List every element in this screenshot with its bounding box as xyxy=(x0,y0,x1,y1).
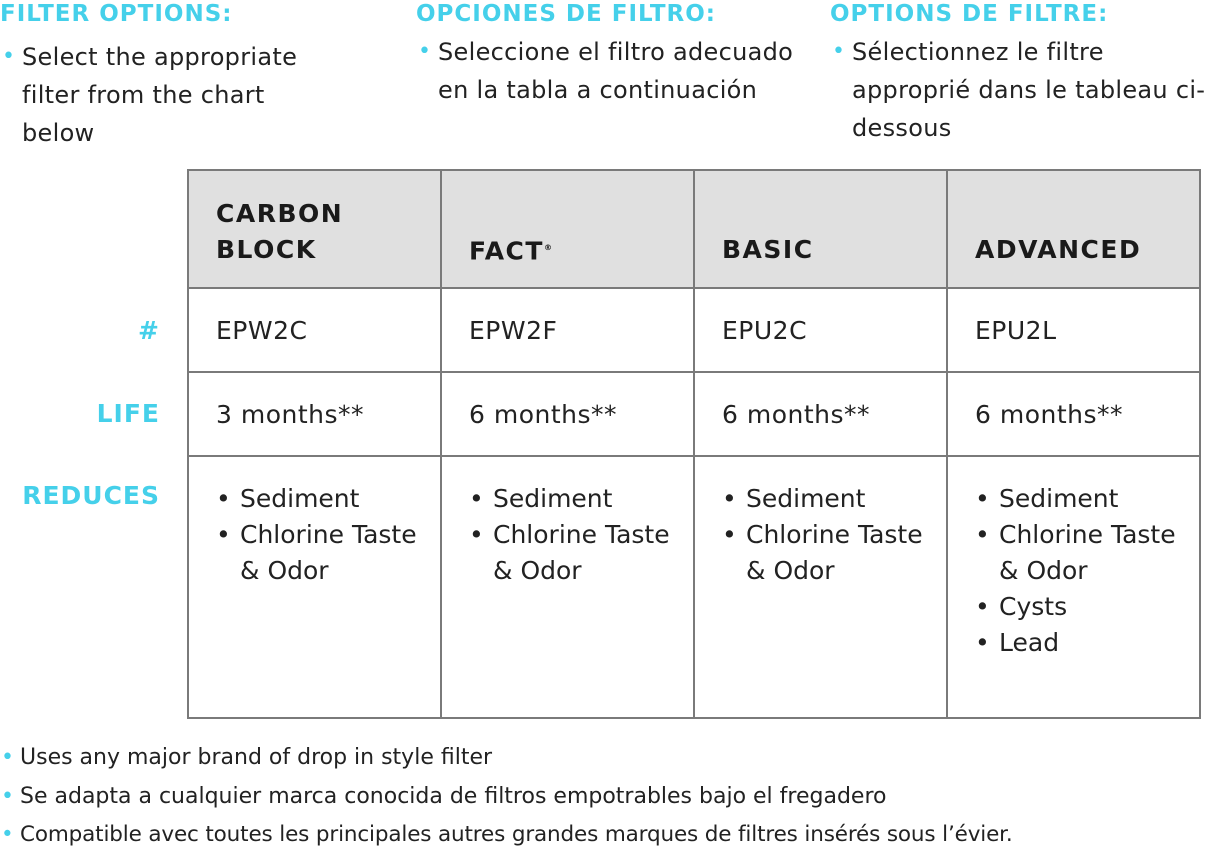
intro-item-french xyxy=(830,33,1210,147)
model-cell: EPU2L xyxy=(947,288,1200,372)
column-heading-basic xyxy=(694,170,947,288)
note-text-spanish: Se adapta a cualquier marca conocida de filtros empotrables bajo el fregadero xyxy=(20,783,887,809)
bullet-icon: • xyxy=(2,44,16,69)
note-english xyxy=(0,739,1210,778)
bullet-icon: • xyxy=(418,39,432,64)
compatibility-notes xyxy=(0,739,1210,855)
row-label-life: LIFE xyxy=(96,399,160,428)
model-cell: EPU2C xyxy=(694,288,947,372)
note-text-french: Compatible avec toutes les principales autres grandes marques de filtres insérés sous l’évier. xyxy=(20,822,1013,847)
table-row-reduces xyxy=(188,456,1200,718)
intro-heading-spanish: OPCIONES DE FILTRO: xyxy=(416,1,717,27)
bullet-icon: • xyxy=(1,783,14,809)
reduces-list xyxy=(722,481,946,589)
reduces-list xyxy=(469,481,693,589)
model-cell: EPW2C xyxy=(188,288,441,372)
list-item: • Sediment xyxy=(216,481,440,517)
reduces-cell xyxy=(441,456,694,718)
note-spanish xyxy=(0,778,1210,817)
list-item: • Sediment xyxy=(975,481,1199,517)
column-heading-carbon-block xyxy=(188,170,441,288)
life-cell: 3 months** xyxy=(188,372,441,456)
row-label-model-number: # xyxy=(138,316,160,345)
intro-item-english xyxy=(0,38,345,152)
reduces-cell xyxy=(947,456,1200,718)
registered-mark: ® xyxy=(543,243,552,253)
reduces-cell xyxy=(188,456,441,718)
intro-text-french: Sélectionnez le filtre approprié dans le tableau ci-dessous xyxy=(852,38,1206,142)
model-cell: EPW2F xyxy=(441,288,694,372)
life-cell: 6 months** xyxy=(441,372,694,456)
column-heading-fact xyxy=(441,170,694,288)
row-label-reduces: REDUCES xyxy=(22,481,160,510)
intro-spanish xyxy=(416,0,796,109)
list-item: • Sediment xyxy=(722,481,946,517)
life-cell: 6 months** xyxy=(947,372,1200,456)
table-row-model xyxy=(188,288,1200,372)
life-cell: 6 months** xyxy=(694,372,947,456)
column-heading-advanced xyxy=(947,170,1200,288)
table-header-row xyxy=(188,170,1200,288)
note-text-english: Uses any major brand of drop in style filter xyxy=(20,745,493,770)
intro-text-spanish: Seleccione el filtro adecuado en la tabla a continuación xyxy=(438,38,794,104)
reduces-list xyxy=(216,481,440,589)
list-item: • Chlorine Taste & Odor xyxy=(722,517,946,589)
table-row-life xyxy=(188,372,1200,456)
column-heading-text: ADVANCED xyxy=(975,235,1142,264)
bullet-icon: • xyxy=(832,39,846,64)
list-item: • Chlorine Taste & Odor xyxy=(469,517,693,589)
note-french xyxy=(0,816,1210,855)
intro-heading-english: FILTER OPTIONS: xyxy=(0,1,233,27)
intro-item-spanish xyxy=(416,33,796,109)
intro-heading-french: OPTIONS DE FILTRE: xyxy=(830,1,1109,27)
filter-comparison-table xyxy=(187,169,1201,719)
column-heading-text: CARBON BLOCK xyxy=(216,199,344,264)
bullet-icon: • xyxy=(1,822,14,847)
bullet-icon: • xyxy=(1,745,14,770)
list-item: • Chlorine Taste & Odor xyxy=(216,517,440,589)
list-item: • Lead xyxy=(975,625,1199,661)
intro-french xyxy=(830,0,1210,147)
column-heading-text: BASIC xyxy=(722,235,814,264)
reduces-list xyxy=(975,481,1199,661)
reduces-cell xyxy=(694,456,947,718)
list-item: • Sediment xyxy=(469,481,693,517)
list-item: • Chlorine Taste & Odor xyxy=(975,517,1199,589)
list-item: • Cysts xyxy=(975,589,1199,625)
intro-english xyxy=(0,0,345,152)
column-heading-text: FACT xyxy=(469,236,544,266)
intro-text-english: Select the appropriate filter from the chart below xyxy=(22,43,298,147)
